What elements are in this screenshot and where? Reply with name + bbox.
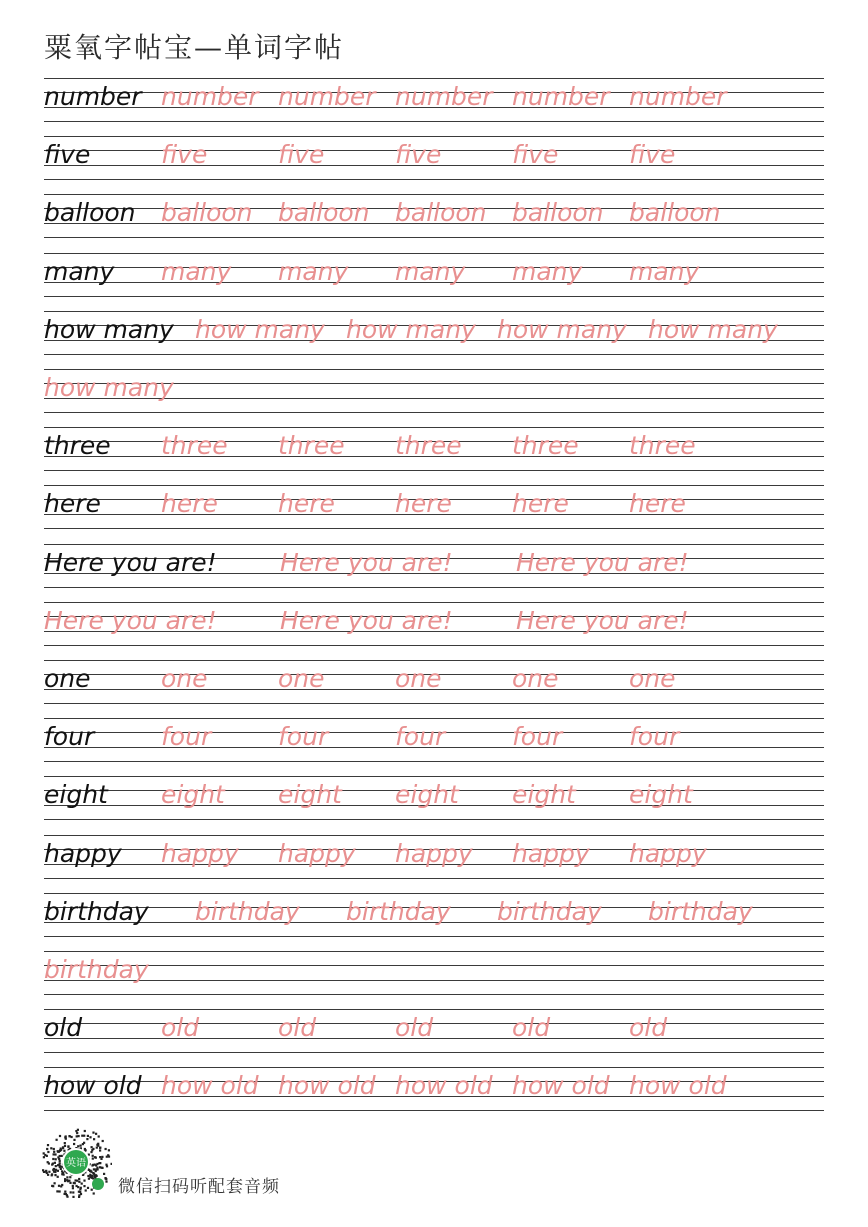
practice-row	[0, 835, 868, 893]
trace-word: how many	[648, 314, 778, 344]
ruled-line	[44, 893, 824, 894]
model-word: many	[44, 256, 115, 286]
trace-word: Here you are!	[44, 605, 217, 635]
practice-row	[0, 951, 868, 1009]
ruled-line	[44, 1052, 824, 1053]
practice-row	[0, 1067, 868, 1125]
trace-word: how old	[161, 1071, 259, 1101]
ruled-line	[44, 237, 824, 238]
trace-word: Here you are!	[280, 605, 453, 635]
trace-word: balloon	[629, 198, 721, 228]
trace-word: happy	[161, 838, 239, 868]
trace-word: how many	[497, 314, 627, 344]
trace-word: three	[161, 431, 228, 461]
model-word: birthday	[44, 896, 149, 926]
ruled-line	[44, 761, 824, 762]
model-word: three	[44, 431, 111, 461]
trace-word: one	[395, 664, 442, 693]
ruled-line	[44, 544, 824, 545]
practice-row	[0, 485, 868, 543]
trace-word: how many	[346, 314, 476, 344]
ruled-line	[44, 602, 824, 603]
page-title: 粟氧字帖宝—单词字帖	[44, 31, 345, 64]
trace-word: here	[161, 489, 218, 519]
trace-word: number	[512, 82, 610, 111]
trace-word: here	[395, 489, 452, 519]
ruled-line	[44, 1067, 824, 1068]
trace-word: how many	[44, 373, 174, 402]
trace-word: eight	[395, 780, 459, 810]
practice-row	[0, 1009, 868, 1067]
ruled-line	[44, 427, 824, 428]
ruled-line	[44, 587, 824, 588]
trace-word: one	[278, 664, 325, 693]
trace-word: birthday	[195, 896, 300, 926]
ruled-line	[44, 485, 824, 486]
trace-word: eight	[512, 780, 576, 810]
trace-word: five	[512, 140, 559, 170]
model-word: here	[44, 489, 101, 519]
model-word: happy	[44, 838, 122, 868]
trace-word: old	[161, 1013, 200, 1043]
trace-word: old	[395, 1013, 434, 1043]
trace-word: how old	[629, 1071, 727, 1101]
ruled-line	[44, 179, 824, 180]
ruled-line	[44, 819, 824, 820]
practice-row	[0, 194, 868, 252]
ruled-line	[44, 311, 824, 312]
qr-code-icon[interactable]	[40, 1126, 112, 1198]
ruled-line	[44, 776, 824, 777]
trace-word: four	[278, 722, 329, 752]
trace-word: here	[278, 489, 335, 519]
trace-word: one	[161, 664, 208, 693]
ruled-line	[44, 253, 824, 254]
ruled-line	[44, 980, 824, 981]
trace-word: four	[629, 722, 680, 752]
trace-word: how old	[278, 1071, 376, 1101]
footer	[40, 1126, 340, 1198]
trace-word: many	[278, 256, 349, 286]
trace-word: five	[278, 140, 325, 170]
trace-word: five	[161, 140, 208, 170]
practice-row	[0, 78, 868, 136]
trace-word: how old	[395, 1071, 493, 1101]
trace-word: old	[278, 1013, 317, 1043]
trace-word: many	[512, 256, 583, 286]
trace-word: balloon	[278, 198, 370, 228]
footer-text: 微信扫码听配套音频	[118, 1177, 280, 1197]
ruled-line	[44, 1009, 824, 1010]
ruled-line	[44, 645, 824, 646]
trace-word: happy	[278, 838, 356, 868]
trace-word: three	[395, 431, 462, 461]
practice-row	[0, 602, 868, 660]
model-word: how many	[44, 314, 174, 344]
trace-word: happy	[395, 838, 473, 868]
trace-word: Here you are!	[280, 547, 453, 577]
trace-word: Here you are!	[516, 605, 689, 635]
trace-word: three	[512, 431, 579, 461]
model-word: how old	[44, 1071, 142, 1101]
trace-word: happy	[512, 838, 590, 868]
trace-word: number	[629, 82, 727, 111]
practice-row	[0, 544, 868, 602]
model-word: balloon	[44, 198, 136, 228]
trace-word: many	[161, 256, 232, 286]
trace-word: Here you are!	[516, 547, 689, 577]
ruled-line	[44, 965, 824, 966]
model-word: Here you are!	[44, 547, 217, 577]
ruled-line	[44, 78, 824, 79]
ruled-line	[44, 660, 824, 661]
practice-row	[0, 369, 868, 427]
trace-word: how many	[195, 314, 325, 344]
practice-row	[0, 660, 868, 718]
trace-word: many	[395, 256, 466, 286]
model-word: old	[44, 1013, 83, 1043]
trace-word: here	[629, 489, 686, 519]
trace-word: number	[278, 82, 376, 111]
ruled-line	[44, 136, 824, 137]
trace-word: three	[278, 431, 345, 461]
trace-word: balloon	[512, 198, 604, 228]
ruled-line	[44, 718, 824, 719]
ruled-line	[44, 354, 824, 355]
trace-word: one	[629, 664, 676, 693]
trace-word: balloon	[161, 198, 253, 228]
model-word: number	[44, 82, 142, 111]
ruled-line	[44, 369, 824, 370]
practice-row	[0, 136, 868, 194]
trace-word: how old	[512, 1071, 610, 1101]
ruled-line	[44, 994, 824, 995]
model-word: five	[44, 140, 91, 170]
ruled-line	[44, 936, 824, 937]
practice-row	[0, 427, 868, 485]
trace-word: birthday	[497, 896, 602, 926]
ruled-line	[44, 951, 824, 952]
trace-word: birthday	[648, 896, 753, 926]
ruled-line	[44, 528, 824, 529]
trace-word: happy	[629, 838, 707, 868]
trace-word: five	[629, 140, 676, 170]
trace-word: three	[629, 431, 696, 461]
practice-row	[0, 253, 868, 311]
model-word: one	[44, 664, 91, 693]
ruled-line	[44, 296, 824, 297]
trace-word: balloon	[395, 198, 487, 228]
model-word: four	[44, 722, 95, 752]
practice-row	[0, 776, 868, 834]
trace-word: eight	[278, 780, 342, 810]
trace-word: four	[161, 722, 212, 752]
trace-word: five	[395, 140, 442, 170]
trace-word: many	[629, 256, 700, 286]
ruled-line	[44, 835, 824, 836]
trace-word: number	[395, 82, 493, 111]
ruled-line	[44, 412, 824, 413]
ruled-line	[44, 878, 824, 879]
practice-row	[0, 893, 868, 951]
trace-word: birthday	[346, 896, 451, 926]
ruled-line	[44, 703, 824, 704]
trace-word: here	[512, 489, 569, 519]
trace-word: eight	[161, 780, 225, 810]
trace-word: eight	[629, 780, 693, 810]
trace-word: four	[395, 722, 446, 752]
trace-word: old	[629, 1013, 668, 1043]
qr-badge-label: 英语	[66, 1158, 86, 1169]
ruled-line	[44, 194, 824, 195]
trace-word: four	[512, 722, 563, 752]
trace-word: old	[512, 1013, 551, 1043]
trace-word: birthday	[44, 955, 149, 984]
ruled-line	[44, 1110, 824, 1111]
trace-word: number	[161, 82, 259, 111]
ruled-line	[44, 121, 824, 122]
trace-word: one	[512, 664, 559, 693]
ruled-line	[44, 470, 824, 471]
model-word: eight	[44, 780, 108, 810]
practice-row	[0, 311, 868, 369]
practice-row	[0, 718, 868, 776]
